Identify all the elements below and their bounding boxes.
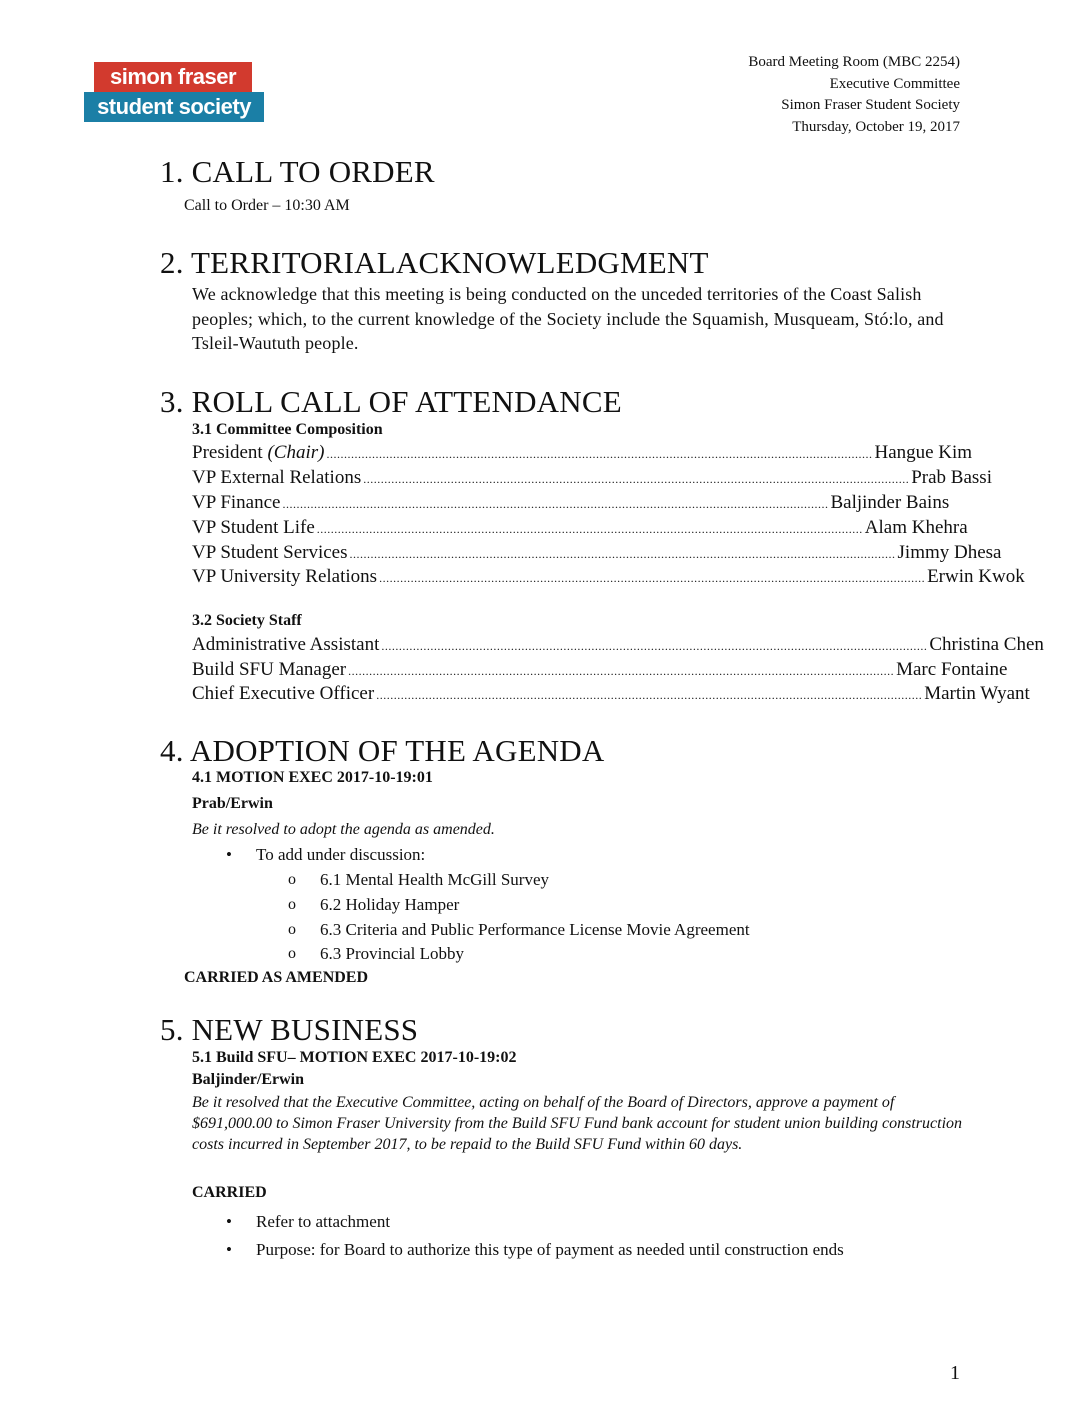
motion-movers: Prab/Erwin: [192, 795, 273, 812]
leader-dots: ............................................................................................................................................................: [363, 472, 910, 486]
role-extra: (Chair): [267, 442, 325, 463]
agenda-item: 6.3 Criteria and Public Performance License Movie Agreement: [320, 920, 750, 939]
agenda-item: 6.1 Mental Health McGill Survey: [320, 870, 549, 889]
role-label: VP Student Life: [192, 517, 315, 538]
circle-bullet-icon: o: [288, 896, 296, 913]
circle-bullet-icon: o: [288, 921, 296, 938]
role-label: VP External Relations: [192, 467, 362, 488]
role-label: VP Student Services: [192, 542, 348, 563]
leader-dots: ............................................................................................................................................................: [282, 497, 829, 511]
section-2-title: 2. TERRITORIALACKNOWLEDGMENT: [160, 245, 709, 280]
leader-dots: ............................................................................................................................................................: [326, 447, 873, 461]
agenda-item: 6.3 Provincial Lobby: [320, 944, 465, 963]
bullet-text: Purpose: for Board to authorize this type of payment as needed until construction ends: [256, 1240, 844, 1259]
header-committee: Executive Committee: [829, 75, 960, 92]
call-to-order-text: Call to Order – 10:30 AM: [184, 197, 350, 214]
meeting-header: [748, 52, 960, 138]
member-name: Erwin Kwok: [927, 566, 1025, 587]
motion-movers: Baljinder/Erwin: [192, 1071, 305, 1088]
committee-row: [192, 440, 973, 465]
staff-name: Christina Chen: [929, 634, 1044, 655]
leader-dots: ............................................................................................................................................................: [381, 639, 928, 653]
role-label: Chief Executive Officer: [192, 683, 375, 704]
motion-heading: 5.1 Build SFU– MOTION EXEC 2017-10-19:02: [192, 1049, 517, 1066]
motion-result: CARRIED AS AMENDED: [184, 969, 369, 986]
header-date: Thursday, October 19, 2017: [792, 118, 960, 135]
staff-row: [192, 681, 1030, 706]
role-label: VP University Relations: [192, 566, 378, 587]
committee-row: [192, 465, 992, 490]
section-1-title: 1. CALL TO ORDER: [160, 154, 435, 189]
bullet-text: Refer to attachment: [256, 1212, 391, 1231]
bullet-icon: •: [226, 1212, 232, 1231]
staff-name: Martin Wyant: [924, 683, 1030, 704]
role-label: Build SFU Manager: [192, 659, 347, 680]
leader-dots: ............................................................................................................................................................: [376, 688, 923, 702]
committee-row: [192, 515, 968, 540]
motion-resolution: Be it resolved to adopt the agenda as amended.: [192, 821, 495, 838]
acknowledgment-text: We acknowledge that this meeting is being conducted on the unceded territories of the Coast Salish peoples; which, to the current knowledge of the Society include the Squamish, Musqueam, Stó:lo, and Tsleil-Waututh people.: [192, 284, 944, 353]
committee-composition-heading: 3.1 Committee Composition: [192, 421, 383, 438]
committee-row: [192, 540, 1002, 565]
motion-resolution: Be it resolved that the Executive Committee, acting on behalf of the Board of Directors, approve a payment of $691,000.00 to Simon Fraser University from the Build SFU Fund bank account for student union building construction costs incurred in September 2017, to be repaid to the Build SFU Fund within 60 days.: [192, 1094, 963, 1153]
committee-row: [192, 564, 1025, 589]
circle-bullet-icon: o: [288, 945, 296, 962]
header-location: Board Meeting Room (MBC 2254): [748, 54, 960, 70]
bullet-text: To add under discussion:: [256, 845, 426, 864]
leader-dots: ............................................................................................................................................................: [348, 664, 895, 678]
bullet-icon: •: [226, 1240, 232, 1259]
committee-row: [192, 490, 950, 515]
section-4-title: 4. ADOPTION OF THE AGENDA: [160, 733, 605, 768]
role-label: VP Finance: [192, 492, 281, 513]
leader-dots: ............................................................................................................................................................: [316, 522, 863, 536]
leader-dots: ............................................................................................................................................................: [379, 571, 926, 585]
member-name: Baljinder Bains: [830, 492, 950, 513]
member-name: Jimmy Dhesa: [897, 542, 1002, 563]
logo-line-1: simon fraser: [94, 62, 252, 92]
motion-heading: 4.1 MOTION EXEC 2017-10-19:01: [192, 769, 433, 786]
member-name: Hangue Kim: [874, 442, 973, 463]
motion-result: CARRIED: [192, 1184, 267, 1201]
role-label: President: [192, 442, 268, 463]
section-5-title: 5. NEW BUSINESS: [160, 1012, 419, 1047]
logo-line-2: student society: [84, 92, 264, 122]
staff-row: [192, 632, 1044, 657]
leader-dots: ............................................................................................................................................................: [349, 547, 896, 561]
header-society: Simon Fraser Student Society: [781, 97, 960, 113]
section-3-title: 3. ROLL CALL OF ATTENDANCE: [160, 384, 622, 419]
bullet-icon: •: [226, 845, 232, 864]
agenda-item: 6.2 Holiday Hamper: [320, 895, 460, 914]
society-staff-heading: 3.2 Society Staff: [192, 612, 302, 629]
staff-row: [192, 657, 1008, 682]
staff-name: Marc Fontaine: [896, 659, 1008, 680]
member-name: Prab Bassi: [911, 467, 992, 488]
page-number: 1: [950, 1362, 960, 1384]
role-label: Administrative Assistant: [192, 634, 380, 655]
circle-bullet-icon: o: [288, 871, 296, 888]
member-name: Alam Khehra: [864, 517, 968, 538]
